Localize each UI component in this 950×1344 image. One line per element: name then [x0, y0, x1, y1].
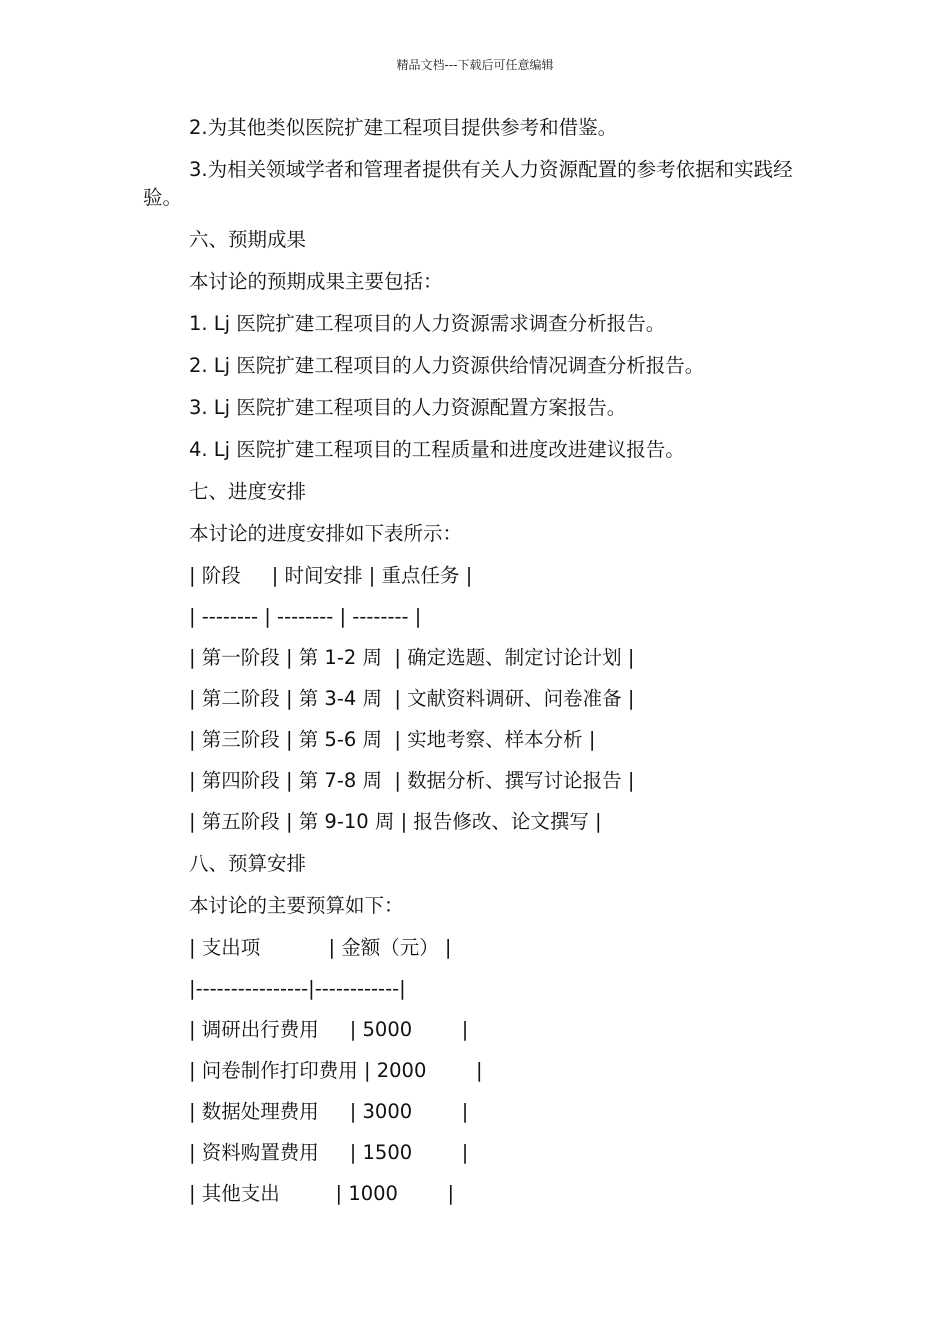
paragraph-expected-results-intro: 本讨论的预期成果主要包括：: [189, 270, 443, 293]
paragraph-significance-2: 2.为其他类似医院扩建工程项目提供参考和借鉴。: [189, 116, 618, 139]
budget-table-header: | 支出项 | 金额（元） |: [189, 936, 452, 959]
schedule-table-row: | 第四阶段 | 第 7-8 周 | 数据分析、撰写讨论报告 |: [189, 769, 635, 792]
budget-table-row: | 数据处理费用 | 3000 |: [189, 1100, 469, 1123]
paragraph-significance-3: 3.为相关领域学者和管理者提供有关人力资源配置的参考依据和实践经验。: [143, 158, 793, 209]
schedule-table-header: | 阶段 | 时间安排 | 重点任务 |: [189, 564, 473, 587]
paragraph-budget-intro: 本讨论的主要预算如下：: [189, 894, 404, 917]
list-item-result-2: 2. Lj 医院扩建工程项目的人力资源供给情况调查分析报告。: [189, 354, 705, 377]
document-body: [143, 114, 803, 1208]
page-header: 精品文档---下载后可任意编辑: [396, 58, 554, 72]
section-heading-schedule: 七、进度安排: [189, 480, 307, 503]
section-heading-budget: 八、预算安排: [189, 852, 307, 875]
list-item-result-1: 1. Lj 医院扩建工程项目的人力资源需求调查分析报告。: [189, 312, 666, 335]
schedule-table-separator: | -------- | -------- | -------- |: [189, 605, 422, 628]
budget-table-row: | 问卷制作打印费用 | 2000 |: [189, 1059, 483, 1082]
schedule-table-row: | 第一阶段 | 第 1-2 周 | 确定选题、制定讨论计划 |: [189, 646, 635, 669]
budget-table-row: | 资料购置费用 | 1500 |: [189, 1141, 469, 1164]
schedule-table-row: | 第二阶段 | 第 3-4 周 | 文献资料调研、问卷准备 |: [189, 687, 635, 710]
schedule-table-row: | 第五阶段 | 第 9-10 周 | 报告修改、论文撰写 |: [189, 810, 602, 833]
budget-table-row: | 其他支出 | 1000 |: [189, 1182, 455, 1205]
budget-table-row: | 调研出行费用 | 5000 |: [189, 1018, 469, 1041]
list-item-result-4: 4. Lj 医院扩建工程项目的工程质量和进度改进建议报告。: [189, 438, 685, 461]
list-item-result-3: 3. Lj 医院扩建工程项目的人力资源配置方案报告。: [189, 396, 627, 419]
budget-table-separator: |----------------|------------|: [189, 977, 406, 1000]
section-heading-expected-results: 六、预期成果: [189, 228, 307, 251]
schedule-table-row: | 第三阶段 | 第 5-6 周 | 实地考察、样本分析 |: [189, 728, 596, 751]
paragraph-schedule-intro: 本讨论的进度安排如下表所示：: [189, 522, 463, 545]
